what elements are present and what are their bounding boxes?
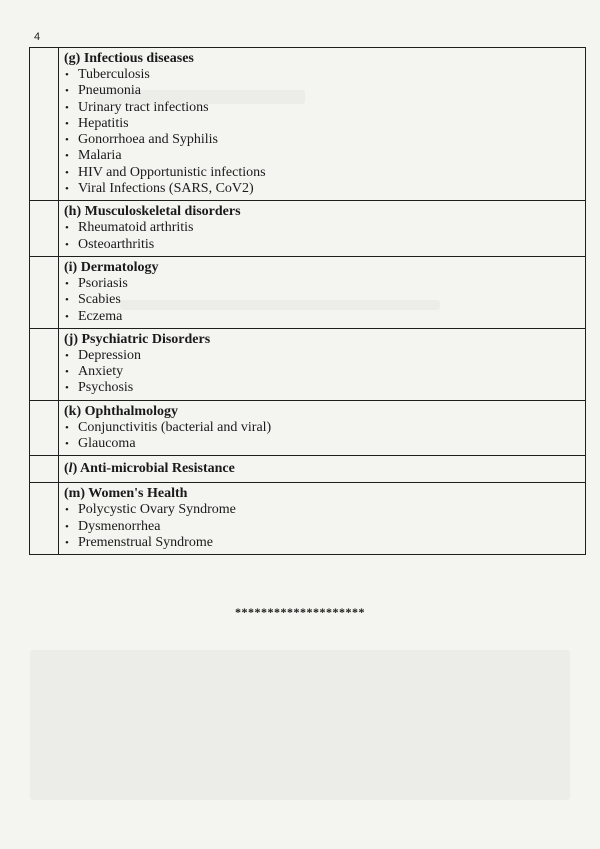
section-heading: (h) Musculoskeletal disorders <box>64 204 241 220</box>
left-column-cell <box>30 483 59 555</box>
table-row <box>30 328 586 400</box>
table-row <box>30 48 586 201</box>
left-column-cell <box>30 256 59 328</box>
list-item: • Psychosis <box>64 380 579 396</box>
end-separator: ******************** <box>235 605 365 619</box>
list-item: • Dysmenorrhea <box>64 519 579 535</box>
list-item: • Scabies <box>64 292 579 308</box>
left-column-cell <box>30 400 59 456</box>
heading-italic-letter: l <box>68 461 73 477</box>
list-item: • Viral Infections (SARS, CoV2) <box>64 181 579 197</box>
section-musculoskeletal <box>59 201 586 257</box>
table-row <box>30 201 586 257</box>
section-infectious-diseases <box>59 48 586 201</box>
list-item: • Conjunctivitis (bacterial and viral) <box>64 420 579 436</box>
left-column-cell <box>30 48 59 201</box>
left-column-cell <box>30 456 59 483</box>
item-list <box>64 276 579 325</box>
table-row <box>30 456 586 483</box>
list-item: • Anxiety <box>64 364 579 380</box>
list-item: • Malaria <box>64 148 579 164</box>
item-list <box>64 420 579 453</box>
list-item: • Polycystic Ovary Syndrome <box>64 502 579 518</box>
left-column-cell <box>30 201 59 257</box>
list-item: • Premenstrual Syndrome <box>64 535 579 551</box>
list-item: • Rheumatoid arthritis <box>64 220 579 236</box>
list-item: • Gonorrhoea and Syphilis <box>64 132 579 148</box>
section-ophthalmology <box>59 400 586 456</box>
section-heading <box>64 461 579 477</box>
list-item: • Tuberculosis <box>64 67 579 83</box>
section-heading: (m) Women's Health <box>64 486 188 502</box>
section-dermatology <box>59 256 586 328</box>
list-item: • HIV and Opportunistic infections <box>64 165 579 181</box>
section-psychiatric <box>59 328 586 400</box>
list-item: • Glaucoma <box>64 436 579 452</box>
item-list <box>64 348 579 397</box>
heading-suffix: ) Anti-microbial Resistance <box>72 461 235 477</box>
section-antimicrobial <box>59 456 586 483</box>
list-item: • Urinary tract infections <box>64 100 579 116</box>
list-item: • Osteoarthritis <box>64 237 579 253</box>
left-column-cell <box>30 328 59 400</box>
table-row <box>30 256 586 328</box>
section-heading: (j) Psychiatric Disorders <box>64 331 211 347</box>
table-row <box>30 400 586 456</box>
section-heading: (g) Infectious diseases <box>64 51 194 66</box>
heading-prefix: ( <box>64 461 69 477</box>
list-item: • Hepatitis <box>64 116 579 132</box>
page-number: 4 <box>34 31 41 43</box>
list-item: • Eczema <box>64 309 579 325</box>
item-list <box>64 220 579 253</box>
item-list <box>64 67 579 197</box>
list-item: • Pneumonia <box>64 83 579 99</box>
section-womens-health <box>59 483 586 555</box>
list-item: • Psoriasis <box>64 276 579 292</box>
topic-table <box>29 47 586 555</box>
section-heading: (i) Dermatology <box>64 259 159 275</box>
section-heading: (k) Ophthalmology <box>64 403 178 419</box>
list-item: • Depression <box>64 348 579 364</box>
item-list <box>64 502 579 551</box>
table-row <box>30 483 586 555</box>
